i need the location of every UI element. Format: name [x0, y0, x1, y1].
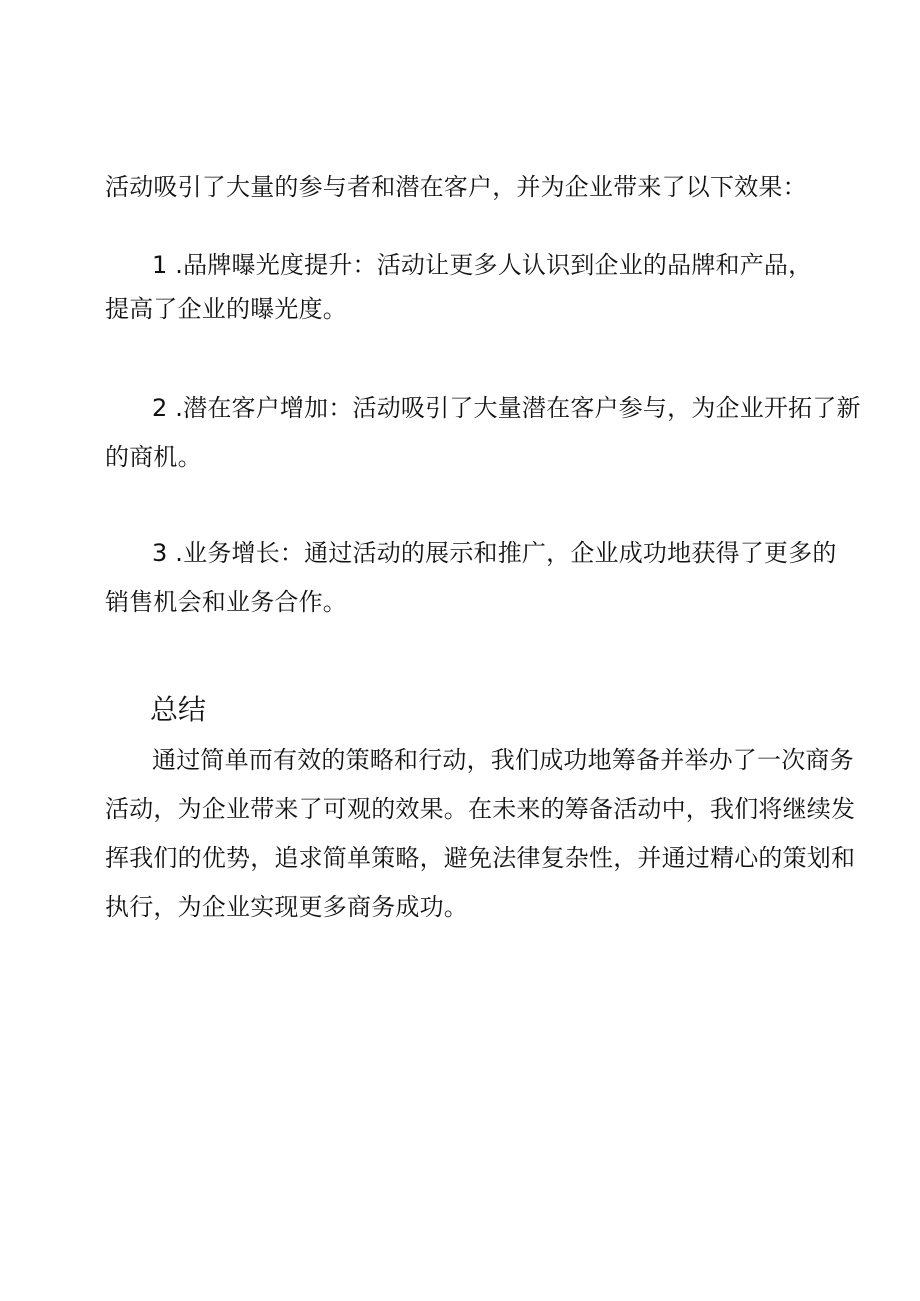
list-item-3-line-2: 销售机会和业务合作。 [105, 588, 347, 616]
summary-line-4: 执行，为企业实现更多商务成功。 [105, 893, 468, 921]
summary-heading: 总结 [150, 693, 207, 726]
list-item-3-line-1: 3 .业务增长：通过活动的展示和推广，企业成功地获得了更多的 [152, 539, 837, 567]
intro-paragraph: 活动吸引了大量的参与者和潜在客户，并为企业带来了以下效果： [105, 173, 807, 201]
list-item-1-line-1: 1 .品牌曝光度提升：活动让更多人认识到企业的品牌和产品， [152, 251, 813, 279]
list-item-2-line-1: 2 .潜在客户增加：活动吸引了大量潜在客户参与，为企业开拓了新 [152, 394, 861, 422]
summary-line-2: 活动，为企业带来了可观的效果。在未来的筹备活动中，我们将继续发 [105, 795, 856, 823]
summary-line-3: 挥我们的优势，追求简单策略，避免法律复杂性，并通过精心的策划和 [105, 844, 856, 872]
list-item-1-line-2: 提高了企业的曝光度。 [105, 295, 347, 323]
list-item-2-line-2: 的商机。 [105, 443, 202, 471]
summary-line-1: 通过简单而有效的策略和行动，我们成功地筹备并举办了一次商务 [152, 746, 854, 774]
